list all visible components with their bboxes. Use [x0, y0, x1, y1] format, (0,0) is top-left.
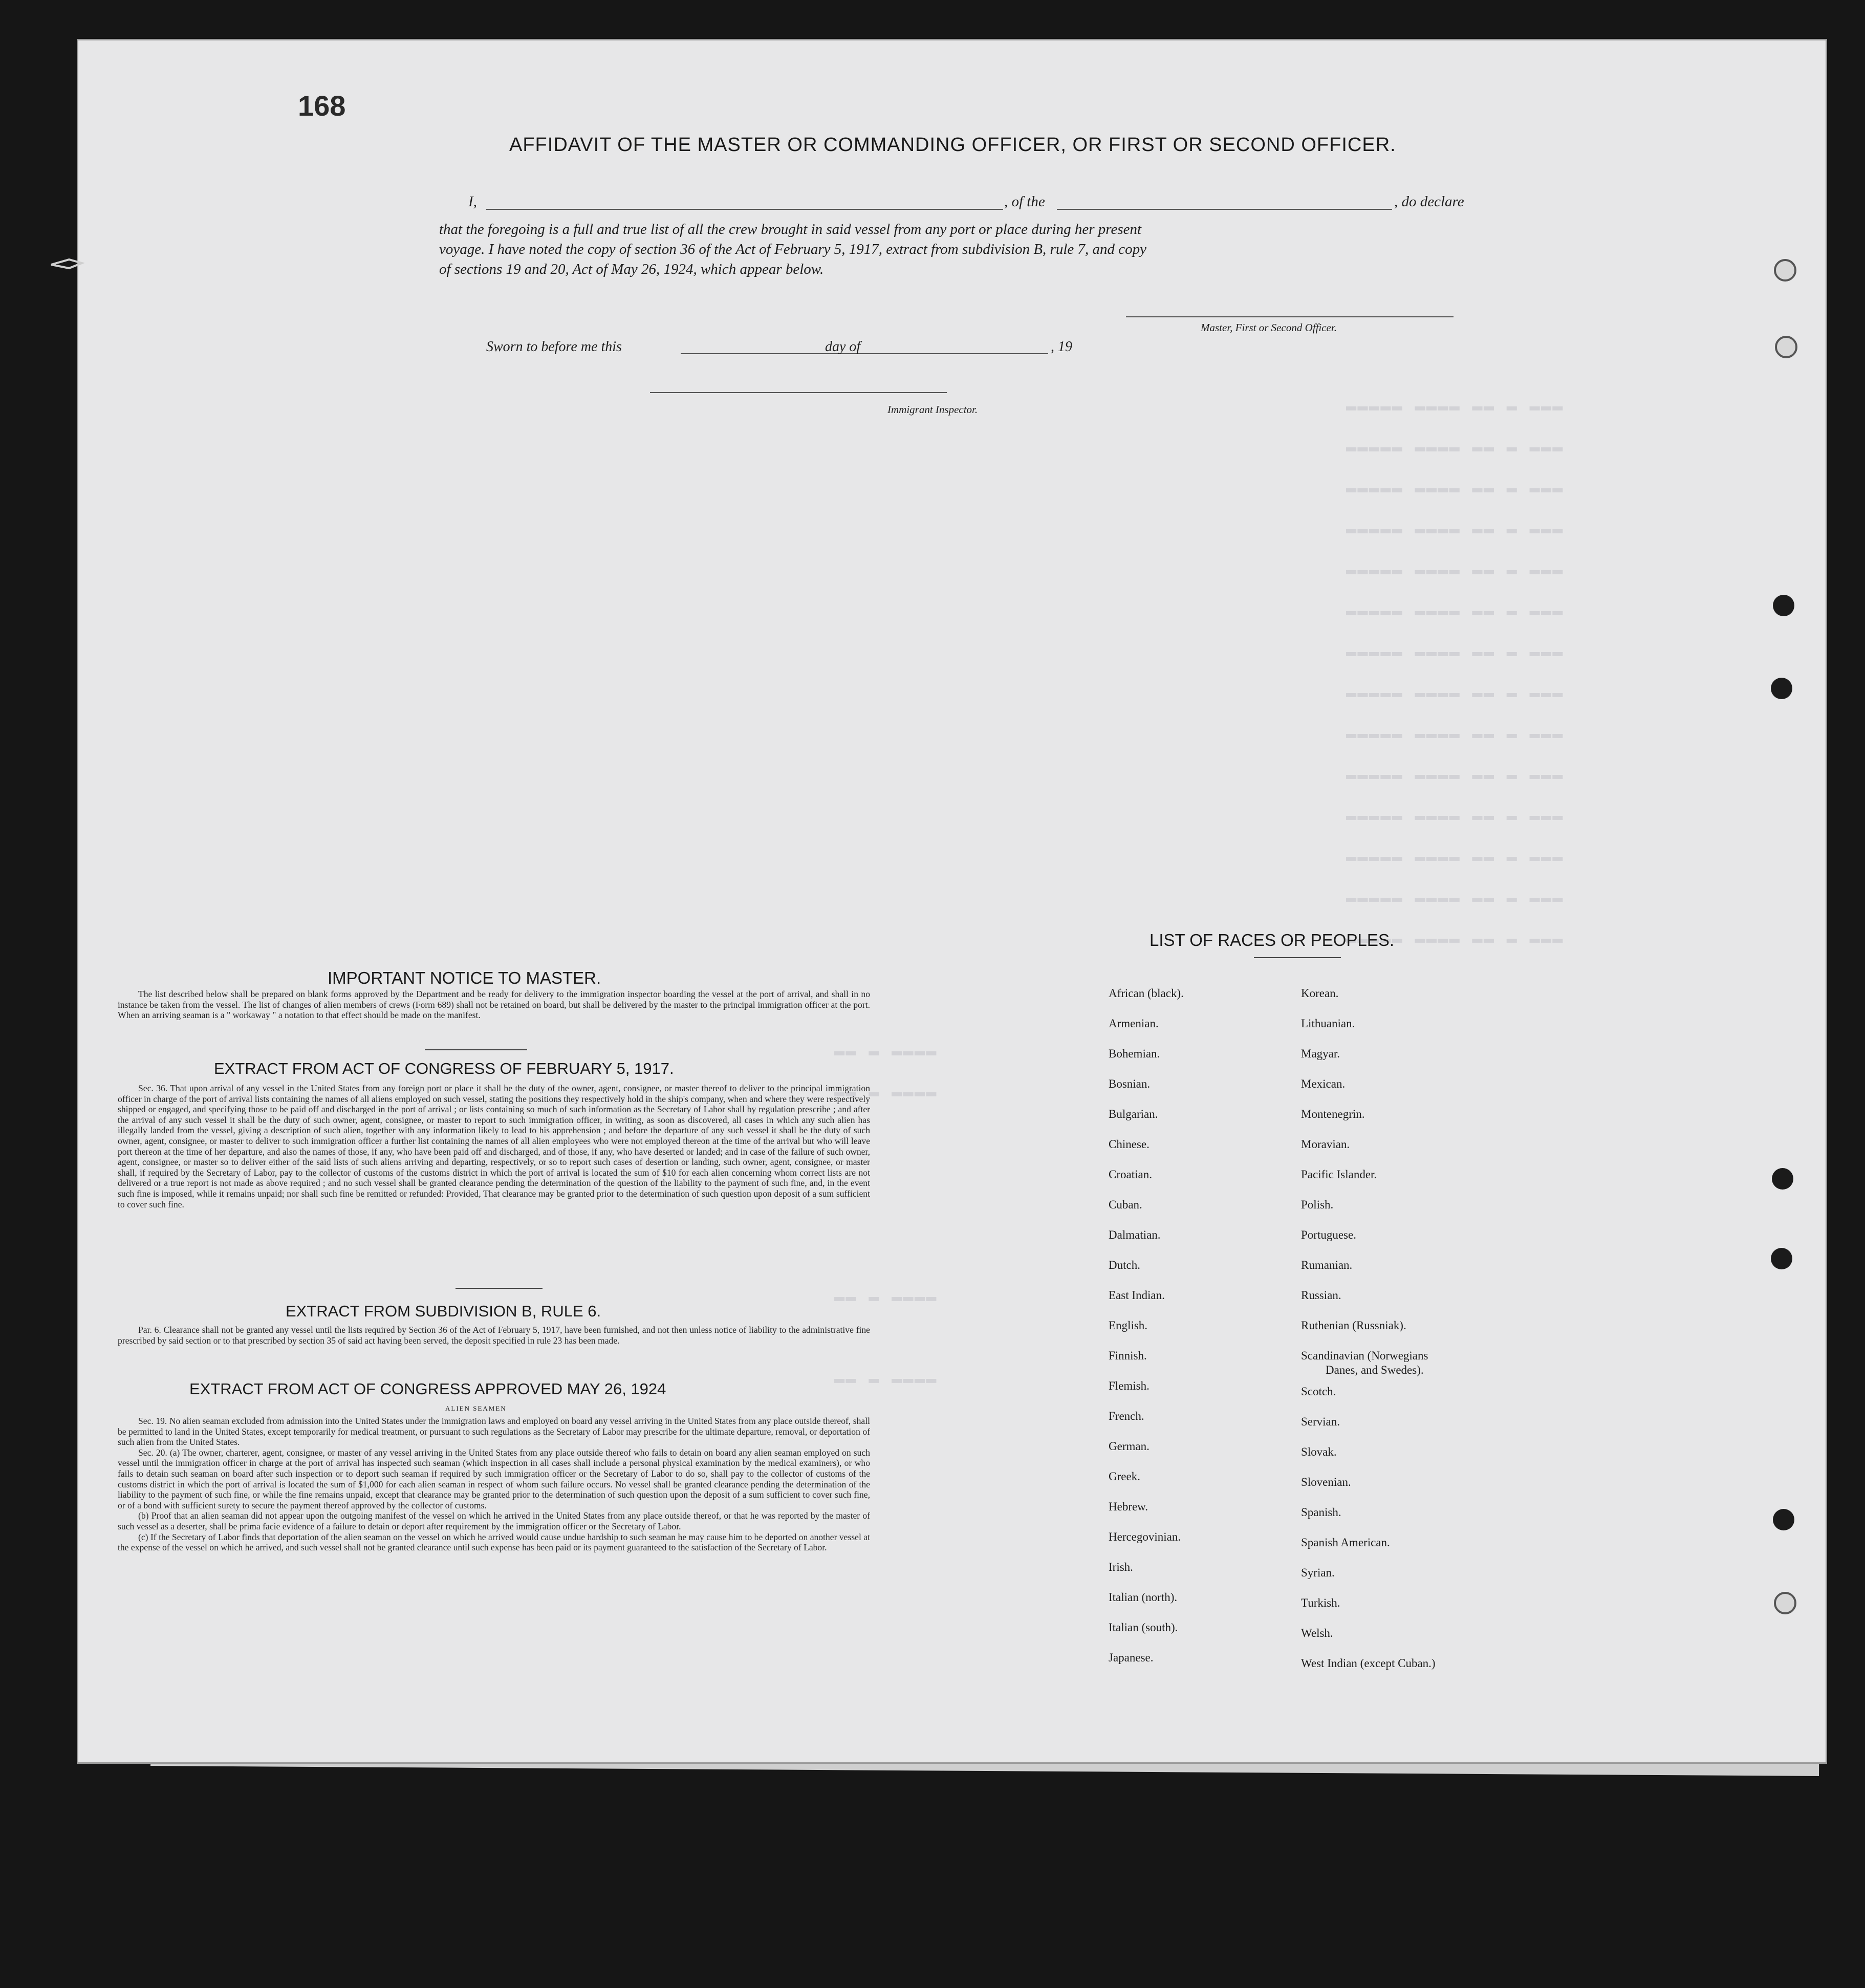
affidavit-line-1: that the foregoing is a full and true list of all the crew brought in said vessel from any port or place during her present: [439, 221, 1142, 237]
declare-i: I,: [468, 193, 477, 210]
affidavit-line-2: voyage. I have noted the copy of section 36 of the Act of February 5, 1917, extract from subdivision B, rule 7, and copy: [439, 241, 1147, 257]
declare-of-the: , of the: [1004, 193, 1045, 210]
race-item: Scotch.: [1301, 1385, 1336, 1398]
page-number: 168: [298, 90, 346, 122]
notice-body: The list described below shall be prepared on blank forms approved by the Department and be ready for delivery to the immigration inspector boarding the vessel at the port of arrival, and shall in no instance be taken from the vessel. The list of changes of alien members of crews (Form 689) shall not be retained on board, but shall be delivered by the master to the principal immigration officer at the port. When an arriving seaman is a " workaway " a notation to that effect should be made on the manifest.: [118, 989, 870, 1021]
sec20c-text: (c) If the Secretary of Labor finds that deportation of the alien seaman on the vessel on which he arrived would cause undue hardship to such seaman he may cause him to be deported on another vessel at the expense of the vessel on which he arrived, and such vessel shall not be granted clearance until such expense has been paid or its payment guaranteed to the satisfaction of the Secretary of Labor.: [118, 1531, 870, 1553]
race-item: Ruthenian (Russniak).: [1301, 1319, 1406, 1332]
race-item: Spanish.: [1301, 1506, 1341, 1519]
race-item: Bulgarian.: [1109, 1108, 1158, 1120]
race-item: Pacific Islander.: [1301, 1168, 1377, 1181]
race-item: Polish.: [1301, 1198, 1334, 1211]
punch-hole-icon: [1773, 595, 1794, 616]
binder-ring-icon: [1775, 336, 1797, 358]
binder-ring-icon: [1774, 259, 1796, 282]
extract-1924-body: [118, 1416, 870, 1553]
extract-rule6-body: Par. 6. Clearance shall not be granted any vessel until the lists required by Section 36 of the Act of February 5, 1917, have been furnished, and not then unless notice of liability to the administrative fine prescribed by said section or to that prescribed by section 35 of said act having been served, the deposit specified in rule 23 has been made.: [118, 1325, 870, 1346]
sworn-month-blank[interactable]: [879, 353, 1048, 354]
race-item: Croatian.: [1109, 1168, 1152, 1181]
extract-rule6-title: EXTRACT FROM SUBDIVISION B, RULE 6.: [286, 1302, 601, 1320]
punch-hole-icon: [1772, 1168, 1793, 1190]
punch-hole-icon: [1771, 678, 1792, 699]
race-item: Slovak.: [1301, 1445, 1337, 1458]
race-item: Japanese.: [1109, 1651, 1154, 1664]
race-item: Rumanian.: [1301, 1259, 1353, 1271]
manifest-page: ▬▬▬▬▬ ▬▬▬▬ ▬▬ ▬ ▬▬▬ ▬▬▬▬▬ ▬▬▬▬ ▬▬ ▬ ▬▬▬ ▬▬▬▬▬ ▬▬▬▬ ▬▬ ▬ ▬▬▬ ▬▬▬▬▬ ▬▬▬▬ ▬▬ ▬ ▬▬▬ ▬▬▬▬▬ ▬▬▬▬ ▬▬ ▬ ▬▬▬ ▬▬▬▬▬ ▬▬▬▬ ▬▬ ▬ ▬▬▬ ▬▬▬▬▬ ▬▬▬▬ ▬▬ ▬ ▬▬▬ ▬▬▬▬▬ ▬▬▬▬ ▬▬ ▬ ▬▬▬ ▬▬▬▬▬ ▬▬▬▬ ▬▬ ▬ ▬▬▬ ▬▬▬▬▬ ▬▬▬▬ ▬▬ ▬ ▬▬▬ ▬▬▬▬▬ ▬▬▬▬ ▬▬ ▬ ▬▬▬ ▬▬▬▬▬ ▬▬▬▬ ▬▬ ▬ ▬▬▬ ▬▬▬▬▬ ▬▬▬▬ ▬▬ ▬ ▬▬▬ ▬▬▬▬▬ ▬▬▬▬ ▬▬ ▬ ▬▬▬ ▬▬ ▬ ▬▬▬▬ ▬▬ ▬ ▬▬▬▬ ▬▬ ▬ ▬▬▬▬ ▬▬ ▬ ▬▬▬▬ 168 AFFIDAVIT OF THE MASTER OR COMMANDING OFFICER, OR FIRST OR SECOND OFFICER. I, , of the , do declare that the foregoing is a full and true list of all the crew brought in said vessel from any port or place during her present voyage. I have noted the copy of section 36 of the Act of February 5, 1917, extract from subdivision B, rule 7, and copy of sections 19 and 20, Act of May 26, 1924, which appear below. Master, First or Second Officer. Sworn to before me this day of , 19 Immigrant Inspector. IMPORTANT NOTICE TO MASTER. The list described below shall be prepared on blank forms approved by the Department and be ready for delivery to the immigration inspector boarding the vessel at the port of arrival, and shall in no instance be taken from the vessel. The list of changes of alien members of crews (Form 689) shall not be retained on board, but shall be delivered by the master to the principal immigration officer at the port. When an arriving seaman is a " workaway " a notation to that effect should be made on the manifest. EXTRACT FROM ACT OF CONGRESS OF FEBRUARY 5, 1917. Sec. 36. That upon arrival of any vessel in the United States from any foreign port or place it shall be the duty of the owner, agent, consignee, or master thereof to deliver to the principal immigration officer in charge of the port of arrival lists containing the names of all aliens employed on such vessel, stating the positions they respectively hold in the ship's company, when and where they were respectively shipped or engaged, and specifying those to be paid off and discharged in the port of arrival ; or lists containing so much of such information as the Secretary of Labor shall by regulation prescribe ; and after the arrival of any such vessel it shall be the duty of such owner, agent, consignee, or master to report to such immigration officer, in writing, as soon as discovered, all cases in which any such alien has illegally landed from the vessel, giving a description of such alien, together with any information likely to lead to his apprehension ; and before the departure of any such vessel it shall be the duty of such owner, agent, consignee, or master to deliver to such immigration officer a further list containing the names of all alien employees who were not employed thereon at the time of the arrival but who will leave port thereon at the time of her departure, and also the names of those, if any, who have been paid off and discharged, and of those, if any, who have deserted or landed; and in case of the failure of such owner, agent, consignee, or master so to deliver either of the said lists of such aliens arriving and departing, respectively, or so to report such cases of desertion or landing, such owner, agent, consignee, or master shall, if required by the Secretary of Labor, pay to the collector of customs of the customs district in which the port of arrival is located the sum of $10 for each alien concerning whom correct lists are not delivered or a true report is not made as above required ; and no such vessel shall be granted clearance pending the determination of the question of the liability to the payment of such fine, and, in the event such fine is imposed, while it remains unpaid; nor shall such fine be remitted or refunded: Provided, That clearance may be granted prior to the determination of such question upon deposit of a sum sufficient to cover such fine. EXTRACT FROM SUBDIVISION B, RULE 6. Par. 6. Clearance shall not be granted any vessel until the lists required by Section 36 of the Act of February 5, 1917, have been furnished, and not then unless notice of liability to the administrative fine prescribed by said section or to that prescribed by section 35 of said act having been served, the deposit specified in rule 23 has been made. EXTRACT FROM ACT OF CONGRESS APPROVED MAY 26, 1924 ALIEN SEAMEN Sec. 19. No alien seaman excluded from admission into the United States under the immigration laws and employed on board any vessel arriving in the United States from any place outside thereof, shall be permitted to land in the United States, except temporarily for medical treatment, or pursuant to such regulations as the Secretary of Labor may prescribe for the ultimate departure, removal, or deportation of such alien from the United States. Sec. 20. (a) The owner, charterer, agent, consignee, or master of any vessel arriving in the United States from any place outside thereof who fails to detain on board any alien seaman employed on such vessel until the immigration officer in charge at the port of arrival has inspected such seaman (which inspection in all cases shall include a personal physical examination by the medical examiners), or who fails to detain such seaman on board after such inspection or to deport such seaman if required by such immigration officer or the Secretary of Labor to do so, shall pay to the collector of customs of the customs district in which the port of arrival is located the sum of $1,000 for each alien seaman in respect of whom such failure occurs. No vessel shall be granted clearance pending the determination of the liability to the payment of such fine, or while the fine remains unpaid, except that clearance may be granted prior to the determination of such question upon the deposit of a sum sufficient to cover such fine, or of a bond with sufficient surety to secure the payment thereof approved by the collector of customs. (b) Proof that an alien seaman did not appear upon the outgoing manifest of the vessel on which he arrived in the United States from any place outside thereof, or that he was reported by the master of such vessel as a deserter, shall be prima facie evidence of a failure to detain or deport after requirement by the immigration officer or the Secretary of Labor. (c) If the Secretary of Labor finds that deportation of the alien seaman on the vessel on which he arrived would cause undue hardship to such seaman he may cause him to be deported on another vessel at the expense of the vessel on which he arrived, and such vessel shall not be granted clearance until such expense has been paid or its payment guaranteed to the satisfaction of the Secretary of Labor. LIST OF RACES OR PEOPLES. African (black). Armenian. Bohemian. Bosnian. Bulgarian. Chinese. Croatian. Cuban. Dalmatian. Dutch. East Indian. English. Finnish. Flemish. French. German. Greek. Hebrew. Hercegovinian. Irish. Italian (north). Italian (south). Japanese. Korean. Lithuanian. Magyar. Mexican. Montenegrin. Moravian. Pacific Islander. Polish. Portuguese. Rumanian. Russian. Ruthenian (Russniak). Scandinavian (Norwegians Danes, and Swedes). Scotch. Servian. Slovak. Slovenian. Spanish. Spanish American. Syrian. Turkish. Welsh. West Indian (except Cuban.): [77, 39, 1827, 1764]
race-item: Finnish.: [1109, 1349, 1147, 1362]
race-item: Armenian.: [1109, 1017, 1159, 1030]
notice-title: IMPORTANT NOTICE TO MASTER.: [328, 968, 601, 987]
race-item: Scandinavian (Norwegians: [1301, 1349, 1428, 1362]
race-item: Lithuanian.: [1301, 1017, 1355, 1030]
divider: [1254, 957, 1341, 958]
extract-1924-title: EXTRACT FROM ACT OF CONGRESS APPROVED MAY 26, 1924: [189, 1380, 666, 1398]
race-item: Syrian.: [1301, 1566, 1335, 1579]
race-item: Slovenian.: [1301, 1476, 1351, 1488]
race-item: Hercegovinian.: [1109, 1530, 1181, 1543]
sec20a-text: Sec. 20. (a) The owner, charterer, agent, consignee, or master of any vessel arriving in the United States from any place outside thereof who fails to detain on board any alien seaman employed on such vessel until the immigration officer in charge at the port of arrival has inspected such seaman (which inspection in all cases shall include a personal physical examination by the medical examiners), or who fails to detain such seaman on board after such inspection or to deport such seaman if required by such immigration officer or the Secretary of Labor to do so, shall pay to the collector of customs of the customs district in which the port of arrival is located the sum of $1,000 for each alien seaman in respect of whom such failure occurs. No vessel shall be granted clearance pending the determination of the liability to the payment of such fine, or while the fine remains unpaid, except that clearance may be granted prior to the determination of such question upon the deposit of a sum sufficient to cover such fine, or of a bond with sufficient surety to secure the payment thereof approved by the collector of customs.: [118, 1447, 870, 1510]
race-item: English.: [1109, 1319, 1148, 1332]
inspector-label: Immigrant Inspector.: [887, 403, 978, 416]
divider: [425, 1049, 527, 1050]
inspector-signature-line[interactable]: [650, 392, 947, 393]
race-item: Cuban.: [1109, 1198, 1142, 1211]
race-item: Italian (south).: [1109, 1621, 1178, 1634]
master-signature-line[interactable]: [1126, 316, 1454, 317]
race-item: Chinese.: [1109, 1138, 1150, 1151]
race-item: Dutch.: [1109, 1259, 1140, 1271]
race-item: Turkish.: [1301, 1596, 1340, 1609]
alien-seamen-subtitle: ALIEN SEAMEN: [445, 1404, 507, 1412]
extract-1917-title: EXTRACT FROM ACT OF CONGRESS OF FEBRUARY 5, 1917.: [214, 1060, 674, 1077]
sec20b-text: (b) Proof that an alien seaman did not appear upon the outgoing manifest of the vessel on which he arrived in the United States from any place outside thereof, or that he was reported by the master of such vessel as a deserter, shall be prima facie evidence of a failure to detain or deport after requirement by the immigration officer or the Secretary of Labor.: [118, 1510, 870, 1531]
extract-1917-body: Sec. 36. That upon arrival of any vessel in the United States from any foreign port or place it shall be the duty of the owner, agent, consignee, or master thereof to deliver to the principal immigration officer in charge of the port of arrival lists containing the names of all aliens employed on such vessel, stating the positions they respectively hold in the ship's company, when and where they were respectively shipped or engaged, and specifying those to be paid off and discharged in the port of arrival ; or lists containing so much of such information as the Secretary of Labor shall by regulation prescribe ; and after the arrival of any such vessel it shall be the duty of such owner, agent, consignee, or master to report to such immigration officer, in writing, as soon as discovered, all cases in which any such alien has illegally landed from the vessel, giving a description of such alien, together with any information likely to lead to his apprehension ; and before the departure of any such vessel it shall be the duty of such owner, agent, consignee, or master to deliver to such immigration officer a further list containing the names of all alien employees who were not employed thereon at the time of the arrival but who will leave port thereon at the time of her departure, and also the names of those, if any, who have been paid off and discharged, and of those, if any, who have deserted or landed; and in case of the failure of such owner, agent, consignee, or master so to deliver either of the said lists of such aliens arriving and departing, respectively, or so to report such cases of desertion or landing, such owner, agent, consignee, or master shall, if required by the Secretary of Labor, pay to the collector of customs of the customs district in which the port of arrival is located the sum of $10 for each alien concerning whom correct lists are not delivered or a true report is not made as above required ; and no such vessel shall be granted clearance pending the determination of the question of the liability to the payment of such fine, and, in the event such fine is imposed, while it remains unpaid; nor shall such fine be remitted or refunded: Provided, That clearance may be granted prior to the determination of such question upon deposit of a sum sufficient to cover such fine.: [118, 1083, 870, 1209]
race-item: Servian.: [1301, 1415, 1340, 1428]
affidavit-title: AFFIDAVIT OF THE MASTER OR COMMANDING OFFICER, OR FIRST OR SECOND OFFICER.: [509, 134, 1396, 156]
name-blank[interactable]: [486, 209, 1003, 210]
race-item: German.: [1109, 1440, 1150, 1453]
race-item: Bohemian.: [1109, 1047, 1160, 1060]
declare-end: , do declare: [1394, 193, 1464, 210]
divider: [456, 1288, 543, 1289]
binder-ring-icon: [1774, 1592, 1796, 1614]
race-item: Dalmatian.: [1109, 1228, 1161, 1241]
sworn-year: , 19: [1051, 339, 1072, 355]
race-item: Mexican.: [1301, 1077, 1346, 1090]
punch-hole-icon: [1773, 1509, 1794, 1530]
race-item: Flemish.: [1109, 1379, 1150, 1392]
race-item: Korean.: [1301, 987, 1339, 1000]
punch-hole-icon: [1771, 1248, 1792, 1269]
sworn-day-of: day of: [825, 339, 861, 355]
race-item: Hebrew.: [1109, 1500, 1148, 1513]
affidavit-line-3: of sections 19 and 20, Act of May 26, 1924, which appear below.: [439, 261, 824, 277]
races-title: LIST OF RACES OR PEOPLES.: [1150, 931, 1395, 949]
sec19-text: Sec. 19. No alien seaman excluded from admission into the United States under the immigration laws and employed on board any vessel arriving in the United States from any place outside thereof, shall be permitted to land in the United States, except temporarily for medical treatment, or pursuant to such regulations as the Secretary of Labor may prescribe for the ultimate departure, removal, or deportation of such alien from the United States.: [118, 1416, 870, 1447]
race-item: West Indian (except Cuban.): [1301, 1657, 1436, 1670]
race-item: Spanish American.: [1301, 1536, 1390, 1549]
race-item: East Indian.: [1109, 1289, 1165, 1302]
race-item: Italian (north).: [1109, 1591, 1178, 1604]
race-item: Russian.: [1301, 1289, 1341, 1302]
master-label: Master, First or Second Officer.: [1201, 321, 1337, 334]
race-item: African (black).: [1109, 987, 1184, 1000]
race-item: Montenegrin.: [1301, 1108, 1365, 1120]
race-item-continued: Danes, and Swedes).: [1326, 1364, 1424, 1376]
race-item: Greek.: [1109, 1470, 1140, 1483]
vessel-blank[interactable]: [1057, 209, 1392, 210]
race-item: Irish.: [1109, 1561, 1133, 1573]
race-item: Portuguese.: [1301, 1228, 1356, 1241]
paper-clip-icon: [49, 252, 84, 277]
race-item: Welsh.: [1301, 1627, 1333, 1639]
race-item: Bosnian.: [1109, 1077, 1151, 1090]
race-item: Magyar.: [1301, 1047, 1340, 1060]
race-item: Moravian.: [1301, 1138, 1350, 1151]
race-item: French.: [1109, 1410, 1144, 1422]
sworn-prefix: Sworn to before me this: [486, 339, 622, 355]
